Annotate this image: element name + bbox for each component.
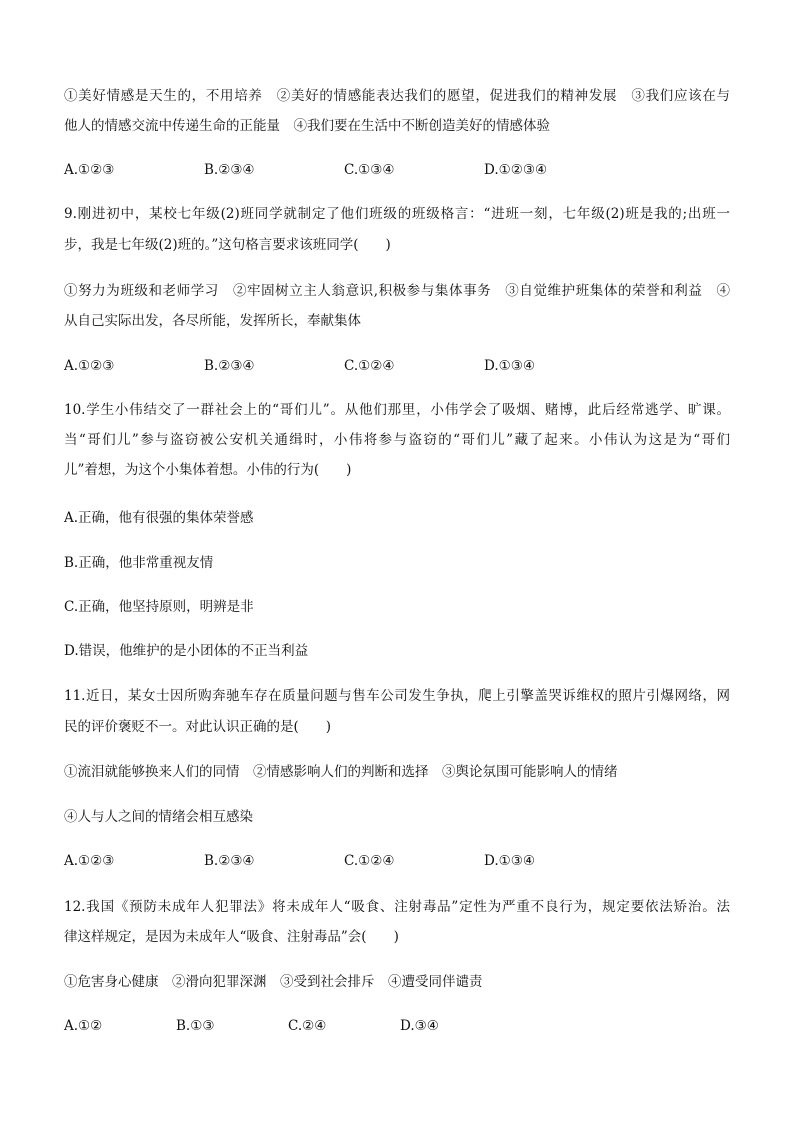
- q9-statement-line2: 从自己实际出发，各尽所能，发挥所长，奉献集体: [64, 313, 361, 329]
- q12-stem-line1: 12.我国《预防未成年人犯罪法》将未成年人“吸食、注射毒品”定性为严重不良行为，规定要依法矫治。法: [64, 899, 730, 915]
- q8-option-a: A.①②③: [64, 162, 115, 178]
- q8-option-b: B.②③④: [204, 162, 255, 178]
- q12-options: [64, 1016, 730, 1036]
- q9-stem-line1: 9.刚进初中，某校七年级(2)班同学就制定了他们班级的班级格言：“进班一刻，七年级(2)班是我的;出班一: [64, 206, 730, 222]
- q11-stem-line1: 11.近日，某女士因所购奔驰车存在质量问题与售车公司发生争执，爬上引擎盖哭诉维权的照片引爆网络，网: [64, 688, 730, 704]
- q11-option-d: D.①③④: [484, 853, 535, 869]
- q11-option-a: A.①②③: [64, 853, 115, 869]
- q12-option-d: D.③④: [400, 1018, 439, 1034]
- q11-options: [64, 851, 730, 871]
- q9-option-b: B.②③④: [204, 358, 255, 374]
- q11-option-b: B.②③④: [204, 853, 255, 869]
- q8-option-c: C.①③④: [344, 162, 395, 178]
- q9-stem-line2: 步，我是七年级(2)班的。”这句格言要求该班同学( ): [64, 237, 391, 253]
- q12-option-a: A.①②: [64, 1018, 103, 1034]
- q12-option-b: B.①③: [176, 1018, 215, 1034]
- q11-statement-line1: ①流泪就能够换来人们的同情 ②情感影响人们的判断和选择 ③舆论氛围可能影响人的情绪: [64, 764, 618, 780]
- q8-option-d: D.①②③④: [484, 162, 548, 178]
- q8-statement-line1: ①美好情感是天生的，不用培养 ②美好的情感能表达我们的愿望，促进我们的精神发展 ③我们应该在与: [64, 88, 730, 104]
- q10-stem-line2: 当“哥们儿”参与盗窃被公安机关通缉时，小伟将参与盗窃的“哥们儿”藏了起来。小伟认为这是为“哥们: [64, 432, 730, 448]
- q9-statement-line1: ①努力为班级和老师学习 ②牢固树立主人翁意识,积极参与集体事务 ③自觉维护班集体的荣誉和利益 ④: [64, 283, 730, 299]
- q9-option-d: D.①③④: [484, 358, 535, 374]
- q9-option-c: C.①②④: [344, 358, 395, 374]
- q10-option-a: A.正确，他有很强的集体荣誉感: [64, 510, 254, 526]
- q12-option-c: C.②④: [288, 1018, 327, 1034]
- q12-stem-line2: 律这样规定，是因为未成年人“吸食、注射毒品”会( ): [64, 929, 399, 945]
- q10-option-b: B.正确，他非常重视友情: [64, 555, 214, 571]
- q11-statement-line2: ④人与人之间的情绪会相互感染: [64, 809, 253, 825]
- q9-options: [64, 356, 730, 376]
- q11-option-c: C.①②④: [344, 853, 395, 869]
- q8-statement-line2: 他人的情感交流中传递生命的正能量 ④我们要在生活中不断创造美好的情感体验: [64, 118, 550, 134]
- q10-stem-line3: 儿”着想，为这个小集体着想。小伟的行为( ): [64, 462, 352, 478]
- q11-stem-line2: 民的评价褒贬不一。对此认识正确的是( ): [64, 719, 332, 735]
- q10-option-c: C.正确，他坚持原则，明辨是非: [64, 599, 254, 615]
- q8-options: [64, 160, 730, 180]
- q10-stem-line1: 10.学生小伟结交了一群社会上的“哥们儿”。从他们那里，小伟学会了吸烟、赌博，此后经常逃学、旷课。: [64, 402, 730, 418]
- q9-option-a: A.①②③: [64, 358, 115, 374]
- q12-statement-line1: ①危害身心健康 ②滑向犯罪深渊 ③受到社会排斥 ④遭受同伴谴责: [64, 974, 483, 990]
- q10-option-d: D.错误，他维护的是小团体的不正当利益: [64, 643, 309, 659]
